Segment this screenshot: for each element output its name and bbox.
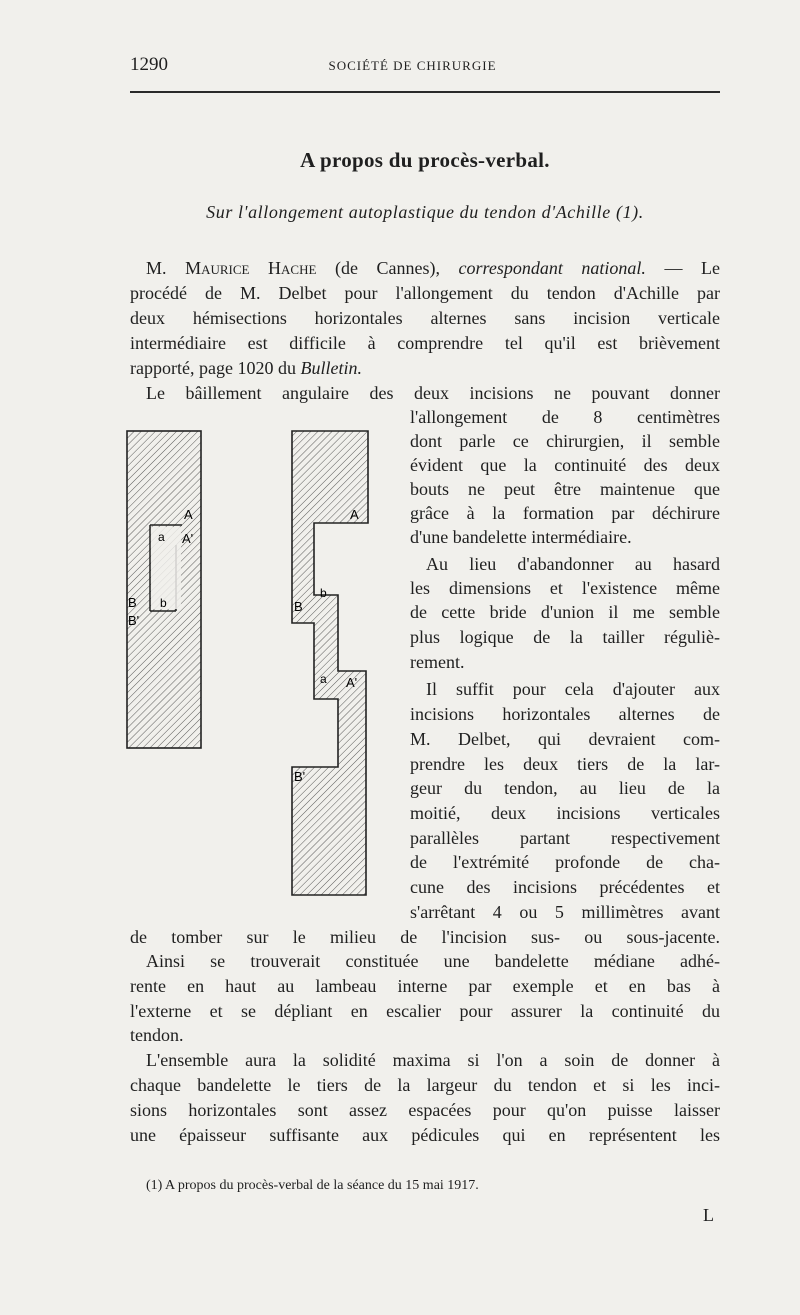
article-title: A propos du procès-verbal. [300,148,550,172]
para2-line: bouts ne peut être maintenue que [410,479,720,499]
intro-line: intermédiaire est difficile à comprendre tel qu'il est brièvement [130,333,720,353]
para4-line: de l'extrémité profonde de cha- [410,852,720,872]
para2-line: l'allongement de 8 centimètres [410,407,720,427]
para5-line: chaque bandelette le tiers de la largeur du tendon et si les inci- [130,1075,720,1095]
para3-line: de cette bride d'union il me semble [410,602,720,622]
para4-line: Ainsi se trouverait constituée une bandelette médiane adhé- [146,951,720,971]
para4-line: incisions horizontales alternes de [410,704,720,724]
para3-line: Au lieu d'abandonner au hasard [426,554,720,574]
para4-line: s'arrêtant 4 ou 5 millimètres avant [410,902,720,922]
para3-line: les dimensions et l'existence même [410,578,720,598]
article-subtitle: Sur l'allongement autoplastique du tendon d'Achille (1). [206,202,644,222]
para2-line: d'une bandelette intermédiaire. [410,527,632,547]
para2-first-line: Le bâillement angulaire des deux incisions ne pouvant donner [146,383,720,403]
para4-line: M. Delbet, qui devraient com- [410,729,720,749]
left-label-A-prime: A' [182,531,194,546]
tendon-lengthening-figure [124,427,384,907]
page-number: 1290 [130,54,168,75]
left-tendon-diagram [127,431,201,748]
para3-line: plus logique de la tailler réguliè- [410,627,720,647]
para5-line: L'ensemble aura la solidité maxima si l'on a soin de donner à [146,1050,720,1070]
para5-line: sions horizontales sont assez espacées pour qu'on puisse laisser [130,1100,720,1120]
para4-line: de tomber sur le milieu de l'incision sus- ou sous-jacente. [130,927,720,947]
intro-line-1 [146,256,720,280]
intro-last-line [130,356,362,380]
para4-line: prendre les deux tiers de la lar- [410,754,720,774]
intro-last-text: rapporté, page 1020 du [130,358,301,378]
left-label-B-prime: B' [128,613,140,628]
right-label-B: B [294,599,303,614]
intro-prefix: M. [146,258,167,278]
header-rule [130,91,720,93]
right-label-b: b [320,586,327,600]
para4-line: parallèles partant respectivement [410,828,720,848]
intro-line: deux hémisections horizontales alternes sans incision verticale [130,308,720,328]
para2-line: grâce à la formation par déchirure [410,503,720,523]
para5-line: une épaisseur suffisante aux pédicules qui en représentent les [130,1125,720,1145]
right-tendon-outline [292,431,368,895]
author-role: correspondant national. [458,258,646,278]
margin-mark: L [703,1205,714,1225]
para4-last-line: tendon. [130,1025,184,1045]
journal-name: Bulletin. [300,358,362,378]
intro-line: procédé de M. Delbet pour l'allongement du tendon d'Achille par [130,283,720,303]
right-tendon-diagram [292,431,368,895]
para4-line: Il suffit pour cela d'ajouter aux [426,679,720,699]
para4-line: geur du tendon, au lieu de la [410,778,720,798]
para3-line: rement. [410,652,465,672]
left-label-A: A [184,507,193,522]
right-label-a: a [320,672,327,686]
para2-line: évident que la continuité des deux [410,455,720,475]
para2-line: dont parle ce chirurgien, il semble [410,431,720,451]
footnote: (1) A propos du procès-verbal de la séance du 15 mai 1917. [146,1178,479,1193]
intro-dash: — Le [645,258,721,278]
intro-place: (de Cannes), [316,258,459,278]
running-title: SOCIÉTÉ DE CHIRURGIE [328,58,497,73]
left-label-B: B [128,595,137,610]
author-name: Maurice Hache [185,258,317,278]
para4-line: moitié, deux incisions verticales [410,803,720,823]
right-label-B-prime: B' [294,769,306,784]
left-label-b: b [160,596,167,610]
para4-line: cune des incisions précédentes et [410,877,720,897]
right-label-A-prime: A' [346,675,358,690]
para4-line: rente en haut au lambeau interne par exemple et en bas à [130,976,720,996]
right-label-A: A [350,507,359,522]
para4-line: l'externe et se dépliant en escalier pour assurer la continuité du [130,1001,720,1021]
left-label-a: a [158,530,165,544]
